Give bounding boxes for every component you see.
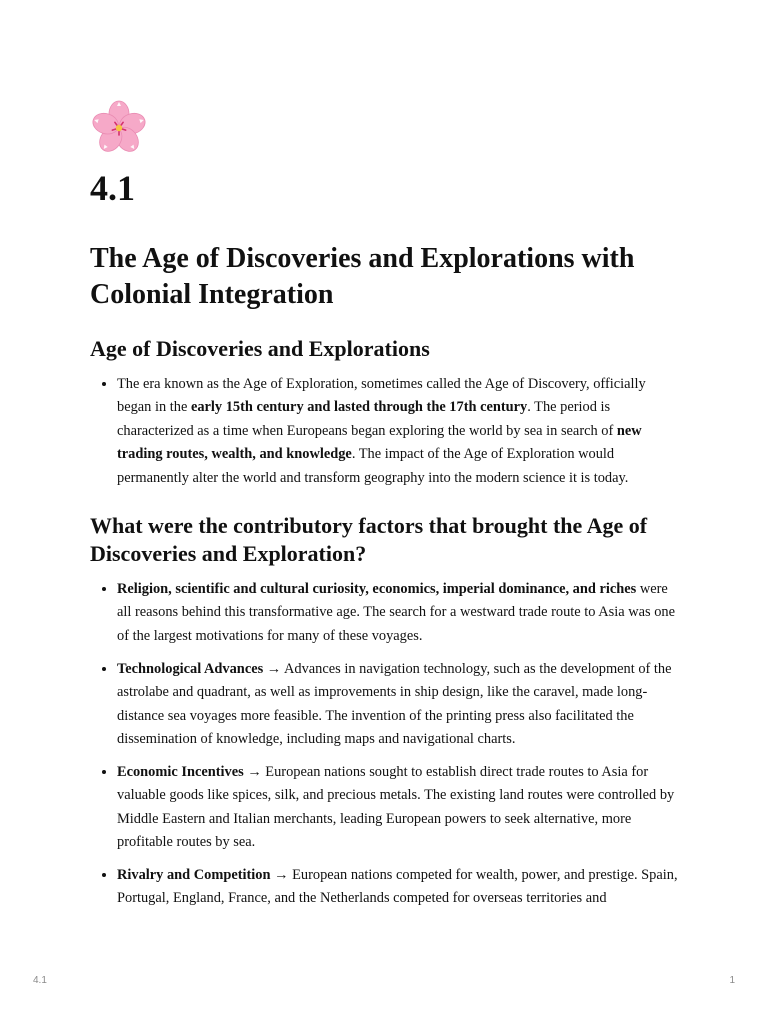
list-item: • Economic Incentives → European nations sought to establish direct trade routes to Asia for valuable goods like spices, silk, and precious metals. The existing land routes were controlled by Middle Eastern and Italian merchants, leading European powers to seek alternative, more profitable routes by sea.	[117, 761, 678, 855]
list-item: • Religion, scientific and cultural curiosity, economics, imperial dominance, and riches were all reasons behind this transformative age. The search for a westward trade route to Asia was one of the largest motivations for many of these voyages.	[117, 578, 678, 648]
page-title	[90, 241, 678, 313]
page-title-line-2: Colonial Integration	[90, 279, 334, 310]
bullet-list-contributory-factors	[90, 578, 678, 911]
bullet-list-age-of-discoveries	[90, 373, 678, 490]
list-item: • Technological Advances → Advances in navigation technology, such as the development of the astrolabe and quadrant, as well as improvements in ship design, like the caravel, made long-distance sea voyages more feasible. The invention of the printing press also facilitated the dissemination of knowledge, including maps and navigational charts.	[117, 658, 678, 752]
document-page	[90, 100, 678, 920]
section-heading-age-of-discoveries: Age of Discoveries and Explorations	[90, 336, 430, 361]
footer-page-number: 1	[729, 975, 735, 986]
cherry-blossom-icon	[91, 100, 147, 156]
chapter-number: 4.1	[90, 168, 135, 208]
footer-section-label: 4.1	[33, 975, 47, 986]
section-heading-contributory-factors: What were the contributory factors that brought the Age of Discoveries and Exploration?	[90, 513, 648, 567]
list-item: • Rivalry and Competition → European nations competed for wealth, power, and prestige. Spain, Portugal, England, France, and the Netherlands competed for overseas territories and	[117, 864, 678, 911]
list-item: • The era known as the Age of Exploration, sometimes called the Age of Discovery, officially began in the early 15th century and lasted through the 17th century. The period is characterized as a time when Europeans began exploring the world by sea in search of new trading routes, wealth, and knowledge. The impact of the Age of Exploration would permanently alter the world and transform geography into the modern science it is today.	[117, 373, 678, 490]
page-title-line-1: The Age of Discoveries and Explorations with	[90, 243, 635, 274]
